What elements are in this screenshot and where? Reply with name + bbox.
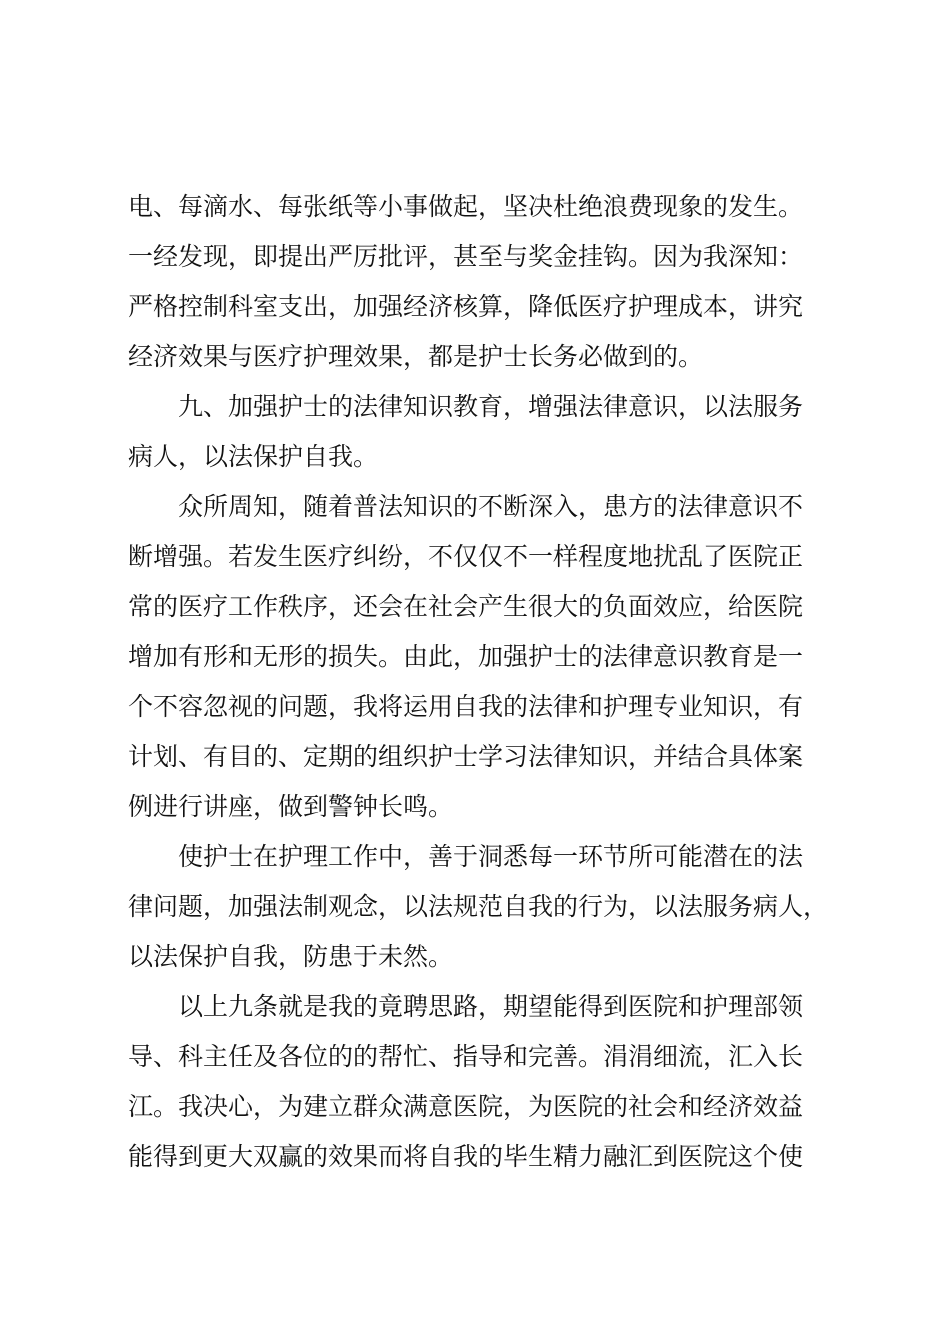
text-line: 断增强。若发生医疗纠纷，不仅仅不一样程度地扰乱了医院正 (128, 542, 804, 571)
text-line: 九、加强护士的法律知识教育，增强法律意识，以法服务 (178, 392, 804, 421)
text-line: 常的医疗工作秩序，还会在社会产生很大的负面效应，给医院 (128, 592, 804, 621)
text-line: 病人，以法保护自我。 (128, 442, 379, 471)
text-line: 电、每滴水、每张纸等小事做起，坚决杜绝浪费现象的发生。 (128, 192, 804, 221)
text-line: 以法保护自我，防患于未然。 (128, 942, 454, 971)
paragraph-cost-control (128, 182, 840, 382)
text-line: 个不容忽视的问题，我将运用自我的法律和护理专业知识，有 (128, 692, 804, 721)
document-body (128, 182, 840, 1182)
text-line: 导、科主任及各位的的帮忙、指导和完善。涓涓细流，汇入长 (128, 1042, 804, 1071)
text-line: 例进行讲座，做到警钟长鸣。 (128, 792, 454, 821)
text-line: 一经发现，即提出严厉批评，甚至与奖金挂钩。因为我深知： (128, 242, 804, 271)
text-line: 律问题，加强法制观念，以法规范自我的行为，以法服务病人， (128, 892, 829, 921)
text-line: 能得到更大双赢的效果而将自我的毕生精力融汇到医院这个使 (128, 1142, 804, 1171)
paragraph-conclusion (128, 982, 840, 1182)
paragraph-legal-practice (128, 832, 840, 982)
text-line: 严格控制科室支出，加强经济核算，降低医疗护理成本，讲究 (128, 292, 804, 321)
section-heading-nine (128, 382, 840, 482)
text-line: 增加有形和无形的损失。由此，加强护士的法律意识教育是一 (128, 642, 804, 671)
text-line: 江。我决心，为建立群众满意医院，为医院的社会和经济效益 (128, 1092, 804, 1121)
text-line: 众所周知，随着普法知识的不断深入，患方的法律意识不 (178, 492, 804, 521)
text-line: 使护士在护理工作中，善于洞悉每一环节所可能潜在的法 (178, 842, 804, 871)
text-line: 以上九条就是我的竟聘思路，期望能得到医院和护理部领 (178, 992, 804, 1021)
paragraph-legal-awareness (128, 482, 840, 832)
text-line: 经济效果与医疗护理效果，都是护士长务必做到的。 (128, 342, 704, 371)
text-line: 计划、有目的、定期的组织护士学习法律知识，并结合具体案 (128, 742, 804, 771)
